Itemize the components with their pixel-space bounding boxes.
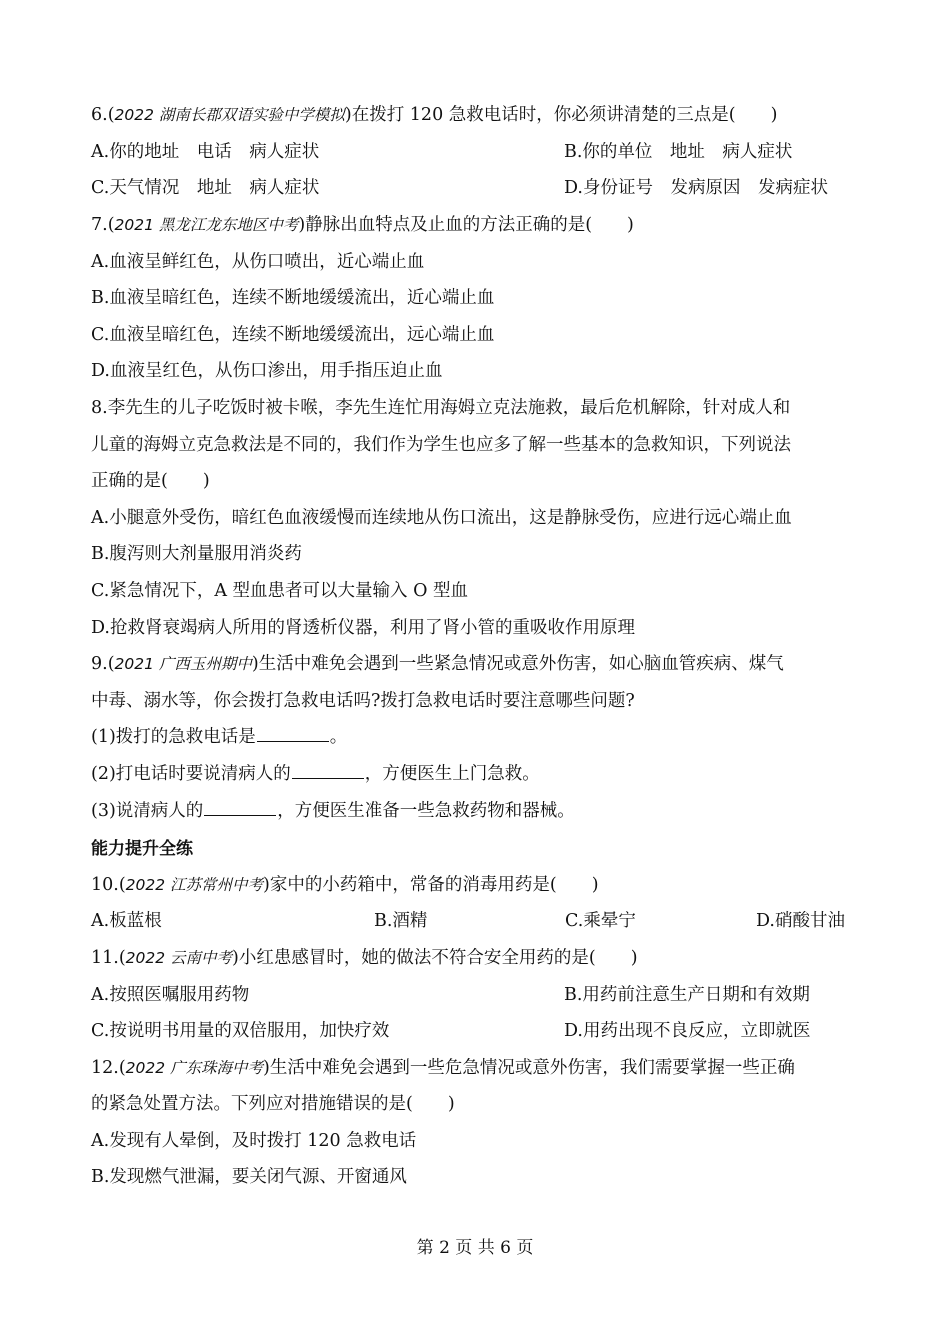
q11-option-d: D.用药出现不良反应，立即就医 xyxy=(564,1021,811,1041)
question-11-options-row2 xyxy=(91,1019,811,1043)
q10-option-d: D.硝酸甘油 xyxy=(756,911,845,931)
q9-sub-1 xyxy=(91,725,347,749)
q10-stem-suffix: )家中的小药箱中，常备的消毒用药是( ) xyxy=(263,875,599,895)
q9-stem-prefix: 9.( xyxy=(91,654,115,674)
question-7-stem xyxy=(91,213,634,237)
q8-stem-line1: 8.李先生的儿子吃饭时被卡喉，李先生连忙用海姆立克法施救，最后危机解除，针对成人和 xyxy=(91,398,791,418)
page-footer: 第 2 页 共 6 页 xyxy=(416,1238,534,1258)
q10-option-c: C.乘晕宁 xyxy=(565,911,636,931)
q8-option-d: D.抢救肾衰竭病人所用的肾透析仪器，利用了肾小管的重吸收作用原理 xyxy=(91,618,635,638)
q6-option-d: D.身份证号 发病原因 发病症状 xyxy=(564,178,828,198)
q9-sub-3 xyxy=(91,799,575,823)
q12-option-b: B.发现燃气泄漏，要关闭气源、开窗通风 xyxy=(91,1167,407,1187)
q11-stem-suffix: )小红患感冒时，她的做法不符合安全用药的是( ) xyxy=(232,948,638,968)
q9-sub-3-tail: ，方便医生准备一些急救药物和器械。 xyxy=(277,801,575,821)
answer-blank[interactable] xyxy=(257,725,329,742)
question-10-stem xyxy=(91,873,599,897)
q11-option-b: B.用药前注意生产日期和有效期 xyxy=(564,985,810,1005)
question-6-stem xyxy=(91,103,777,127)
q8-option-b: B.腹泻则大剂量服用消炎药 xyxy=(91,544,302,564)
q7-option-c: C.血液呈暗红色，连续不断地缓缓流出，远心端止血 xyxy=(91,325,495,345)
q12-stem-suffix: )生活中难免会遇到一些危急情况或意外伤害，我们需要掌握一些正确 xyxy=(263,1058,795,1078)
q6-stem-prefix: 6.( xyxy=(91,105,115,125)
q9-sub-2 xyxy=(91,762,540,786)
q7-option-d: D.血液呈红色，从伤口渗出，用手指压迫止血 xyxy=(91,361,443,381)
q10-stem-prefix: 10.( xyxy=(91,875,126,895)
q8-stem-line2: 儿童的海姆立克急救法是不同的，我们作为学生也应多了解一些基本的急救知识，下列说法 xyxy=(91,435,791,455)
question-12-stem xyxy=(91,1056,795,1080)
q11-stem-prefix: 11.( xyxy=(91,948,126,968)
q7-stem-suffix: )静脉出血特点及止血的方法正确的是( ) xyxy=(298,215,634,235)
question-11-stem xyxy=(91,946,638,970)
q8-stem-line3: 正确的是( ) xyxy=(91,471,210,491)
question-10-options xyxy=(91,909,845,933)
q6-option-a: A.你的地址 电话 病人症状 xyxy=(91,142,320,162)
q7-option-a: A.血液呈鲜红色，从伤口喷出，近心端止血 xyxy=(91,252,425,272)
q6-option-c: C.天气情况 地址 病人症状 xyxy=(91,178,320,198)
q10-source: 2022 江苏常州中考 xyxy=(125,876,264,894)
q12-stem-prefix: 12.( xyxy=(91,1058,126,1078)
q9-sub-1-tail: 。 xyxy=(329,727,348,747)
answer-blank[interactable] xyxy=(292,762,364,779)
q12-stem-line2: 的紧急处置方法。下列应对措施错误的是( ) xyxy=(91,1094,455,1114)
q10-option-a: A.板蓝根 xyxy=(91,911,162,931)
q7-option-b: B.血液呈暗红色，连续不断地缓缓流出，近心端止血 xyxy=(91,288,495,308)
q11-option-c: C.按说明书用量的双倍服用，加快疗效 xyxy=(91,1021,390,1041)
question-9-stem xyxy=(91,652,784,676)
q9-sub-2-text: (2)打电话时要说清病人的 xyxy=(91,764,291,784)
q6-stem-suffix: )在拨打 120 急救电话时，你必须讲清楚的三点是( ) xyxy=(344,105,778,125)
q12-source: 2022 广东珠海中考 xyxy=(125,1059,264,1077)
section-title: 能力提升全练 xyxy=(91,839,193,859)
answer-blank[interactable] xyxy=(204,799,276,816)
q6-source: 2022 湖南长郡双语实验中学模拟 xyxy=(114,106,345,124)
q9-sub-2-tail: ，方便医生上门急救。 xyxy=(364,764,540,784)
q7-stem-prefix: 7.( xyxy=(91,215,115,235)
q10-option-b: B.酒精 xyxy=(374,911,428,931)
q6-option-b: B.你的单位 地址 病人症状 xyxy=(564,142,793,162)
q9-stem-line2: 中毒、溺水等，你会拨打急救电话吗?拨打急救电话时要注意哪些问题? xyxy=(91,691,635,711)
q8-option-c: C.紧急情况下，A 型血患者可以大量输入 O 型血 xyxy=(91,581,469,601)
q9-sub-3-text: (3)说清病人的 xyxy=(91,801,204,821)
q12-option-a: A.发现有人晕倒，及时拨打 120 急救电话 xyxy=(91,1131,417,1151)
q11-option-a: A.按照医嘱服用药物 xyxy=(91,985,250,1005)
question-6-options-row1 xyxy=(91,140,793,164)
q11-source: 2022 云南中考 xyxy=(125,949,233,967)
question-6-options-row2 xyxy=(91,176,828,200)
q9-stem-suffix: )生活中难免会遇到一些紧急情况或意外伤害，如心脑血管疾病、煤气 xyxy=(251,654,784,674)
q9-sub-1-text: (1)拨打的急救电话是 xyxy=(91,727,256,747)
question-11-options-row1 xyxy=(91,983,810,1007)
q9-source: 2021 广西玉州期中 xyxy=(114,655,252,673)
q8-option-a: A.小腿意外受伤，暗红色血液缓慢而连续地从伤口流出，这是静脉受伤，应进行远心端止血 xyxy=(91,508,792,528)
q7-source: 2021 黑龙江龙东地区中考 xyxy=(114,216,299,234)
